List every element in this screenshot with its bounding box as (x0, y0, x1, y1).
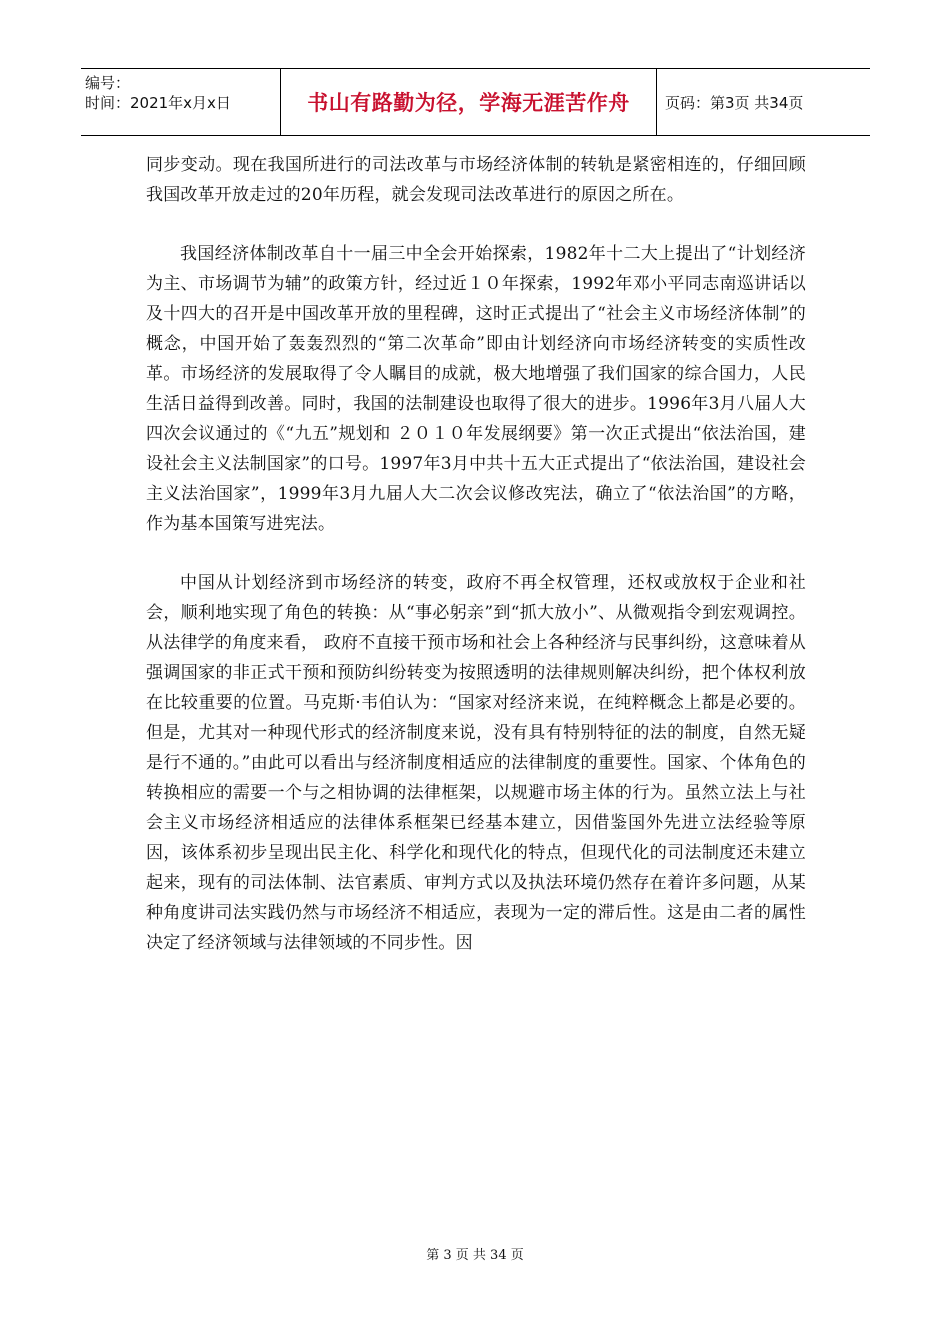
header-motto-cell (281, 69, 657, 135)
document-body (146, 150, 806, 987)
document-date: 时间：2021年x月x日 (85, 94, 231, 112)
paragraph-economic-reform: 我国经济体制改革自十一届三中全会开始探索，1982年十二大上提出了“计划经济为主、市场调节为辅”的政策方针，经过近１０年探索，1992年邓小平同志南巡讲话以及十四大的召开是中国改革开放的里程碑，这时正式提出了“社会主义市场经济体制”的概念，中国开始了轰轰烈烈的“第二次革命”即由计划经济向市场经济转变的实质性改革。市场经济的发展取得了令人瞩目的成就，极大地增强了我们国家的综合国力，人民生活日益得到改善。同时，我国的法制建设也取得了很大的进步。1996年3月八届人大四次会议通过的《“九五”规划和 ２０１０年发展纲要》第一次正式提出“依法治国，建设社会主义法制国家”的口号。1997年3月中共十五大正式提出了“依法治国，建设社会主义法治国家”，1999年3月九届人大二次会议修改宪法，确立了“依法治国”的方略，作为基本国策写进宪法。 (146, 244, 806, 534)
page-footer: 第 3 页 共 34 页 (426, 1248, 524, 1263)
page-header (81, 68, 870, 136)
header-page-info: 页码：第3页 共34页 (665, 93, 804, 112)
header-motto: 书山有路勤为径，学海无涯苦作舟 (307, 91, 630, 115)
header-meta-cell (81, 69, 281, 135)
document-number-label: 编号： (85, 74, 131, 92)
header-page-cell (657, 69, 870, 135)
paragraph-market-transition: 中国从计划经济到市场经济的转变，政府不再全权管理，还权或放权于企业和社会，顺利地实现了角色的转换：从“事必躬亲”到“抓大放小”、从微观指令到宏观调控。从法律学的角度来看， 政府不直接干预市场和社会上各种经济与民事纠纷，这意味着从强调国家的非正式干预和预防纠纷转变为按照透明的法律规则解决纠纷，把个体权利放在比较重要的位置。马克斯·韦伯认为：“国家对经济来说，在纯粹概念上都是必要的。但是，尤其对一种现代形式的经济制度来说，没有具有特别特征的法的制度，自然无疑是行不通的。”由此可以看出与经济制度相适应的法律制度的重要性。国家、个体角色的转换相应的需要一个与之相协调的法律框架，以规避市场主体的行为。虽然立法上与社会主义市场经济相适应的法律体系框架已经基本建立，因借鉴国外先进立法经验等原因，该体系初步呈现出民主化、科学化和现代化的特点，但现代化的司法制度还未建立起来，现有的司法体制、法官素质、审判方式以及执法环境仍然存在着许多问题，从某种角度讲司法实践仍然与市场经济不相适应，表现为一定的滞后性。这是由二者的属性决定了经济领域与法律领域的不同步性。因 (146, 573, 806, 953)
paragraph-continuation: 同步变动。现在我国所进行的司法改革与市场经济体制的转轨是紧密相连的，仔细回顾我国改革开放走过的20年历程，就会发现司法改革进行的原因之所在。 (146, 155, 806, 205)
